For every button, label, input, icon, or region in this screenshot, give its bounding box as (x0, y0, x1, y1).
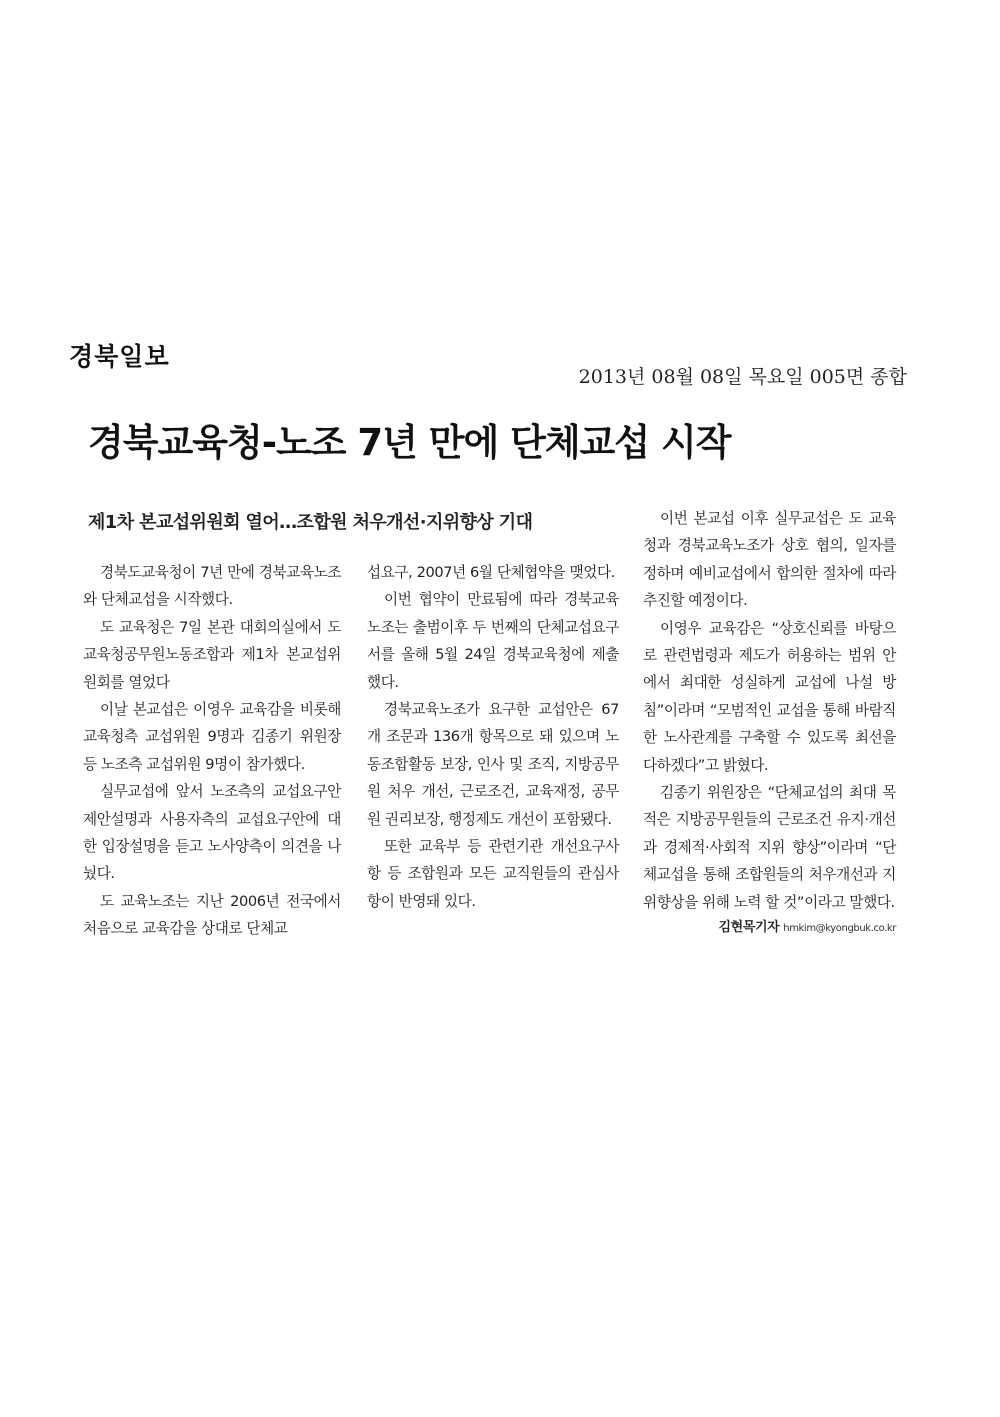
article-subheadline: 제1차 본교섭위원회 열어…조합원 처우개선·지위향상 기대 (88, 512, 533, 533)
paragraph: 실무교섭에 앞서 노조측의 교섭요구안 제안설명과 사용자측의 교섭요구안에 대한 입장설명을 듣고 노사양측이 의견을 나눴다. (83, 783, 341, 883)
paragraph: 이날 본교섭은 이영우 교육감을 비롯해 교육청측 교섭위원 9명과 김종기 위원장 등 노조측 교섭위원 9명이 참가했다. (83, 701, 341, 773)
paragraph: 이영우 교육감은 “상호신뢰를 바탕으로 관련법령과 제도가 허용하는 범위 안에서 최대한 성실하게 교섭에 나설 방침”이라며 “모범적인 교섭을 통해 바람직한 노사관계를 구축할 수 있도록 최선을 다하겠다”고 밝혔다. (643, 619, 896, 774)
newspaper-logo: 경북일보 (69, 342, 170, 371)
paragraph: 김종기 위원장은 “단체교섭의 최대 목적은 지방공무원들의 근로조건 유지·개선과 경제적·사회적 지위 향상”이라며 “단체교섭을 통해 조합원들의 처우개선과 지위향상을 위해 노력 할 것”이라고 말했다. (643, 784, 896, 911)
paragraph: 도 교육노조는 지난 2006년 전국에서 처음으로 교육감을 상대로 단체교 (83, 892, 341, 938)
article-column-3 (643, 505, 896, 940)
article-column-1 (83, 559, 341, 943)
article-column-2 (367, 559, 619, 915)
paragraph: 또한 교육부 등 관련기관 개선요구사항 등 조합원과 모든 교직원들의 관심사항이 반영돼 있다. (367, 838, 619, 910)
paragraph: 이번 본교섭 이후 실무교섭은 도 교육청과 경북교육노조가 상호 협의, 일자를 정하며 예비교섭에서 합의한 절차에 따라 추진할 예정이다. (643, 510, 896, 610)
publication-dateline: 2013년 08월 08일 목요일 005면 종합 (578, 366, 907, 388)
reporter-name: 김현목기자 (718, 920, 780, 936)
paragraph: 도 교육청은 7일 본관 대회의실에서 도 교육청공무원노동조합과 제1차 본교섭위원회를 열었다 (83, 618, 341, 691)
paragraph: 경북교육노조가 요구한 교섭안은 67개 조문과 136개 항목으로 돼 있으며 노동조합활동 보장, 인사 및 조직, 지방공무원 처우 개선, 근로조건, 교육재정, 공무원 권리보장, 행정제도 개선이 포함됐다. (367, 701, 619, 828)
article-headline: 경북교육청-노조 7년 만에 단체교섭 시작 (88, 421, 731, 464)
paragraph: 이번 협약이 만료됨에 따라 경북교육노조는 출범이후 두 번째의 단체교섭요구서를 올해 5월 24일 경북교육청에 제출했다. (367, 591, 619, 691)
byline (643, 916, 896, 940)
reporter-email: hmkim@kyongbuk.co.kr (783, 923, 896, 935)
paragraph-continued: 섭요구, 2007년 6월 단체협약을 맺었다. (367, 564, 615, 581)
paragraph: 경북도교육청이 7년 만에 경북교육노조와 단체교섭을 시작했다. (83, 564, 341, 609)
